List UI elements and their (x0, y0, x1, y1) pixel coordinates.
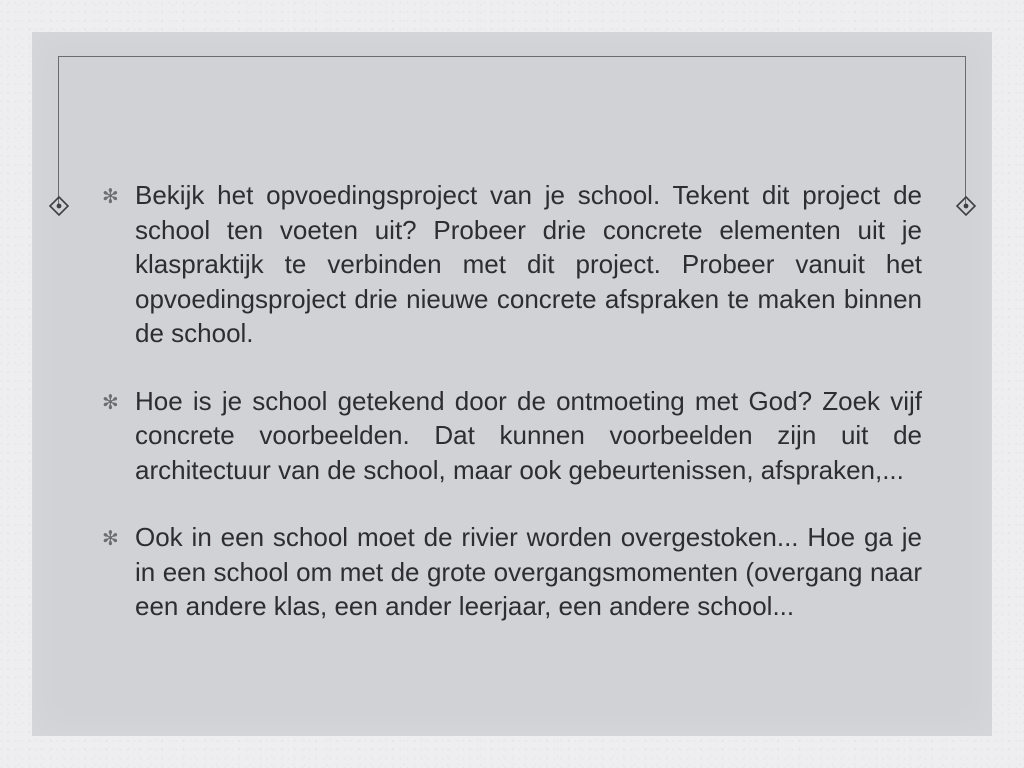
diamond-dot-icon (955, 195, 977, 217)
bullet-text: Bekijk het opvoedingsproject van je school. Tekent dit project de school ten voeten uit? Probeer drie concrete elementen uit je klaspraktijk te verbinden met dit project. Probeer vanuit het opvoedingsproject drie nieuwe concrete afspraken te maken binnen de school. (135, 180, 922, 348)
list-item (98, 384, 922, 488)
asterisk-bullet-icon: ✻ (102, 526, 119, 550)
list-item (98, 178, 922, 351)
slide-panel (32, 32, 992, 736)
list-item (98, 520, 922, 624)
diamond-dot-icon (48, 195, 70, 217)
bullet-text: Ook in een school moet de rivier worden overgestoken... Hoe ga je in een school om met de grote overgangsmomenten (overgang naar een andere klas, een ander leerjaar, een andere school... (135, 522, 922, 621)
bullet-text: Hoe is je school getekend door de ontmoeting met God? Zoek vijf concrete voorbeelden. Dat kunnen voorbeelden zijn uit de architectuur van de school, maar ook gebeurtenissen, afspraken,... (135, 385, 922, 485)
asterisk-bullet-icon: ✻ (102, 389, 119, 414)
asterisk-bullet-icon: ✻ (102, 184, 119, 208)
bullet-list (98, 178, 922, 657)
